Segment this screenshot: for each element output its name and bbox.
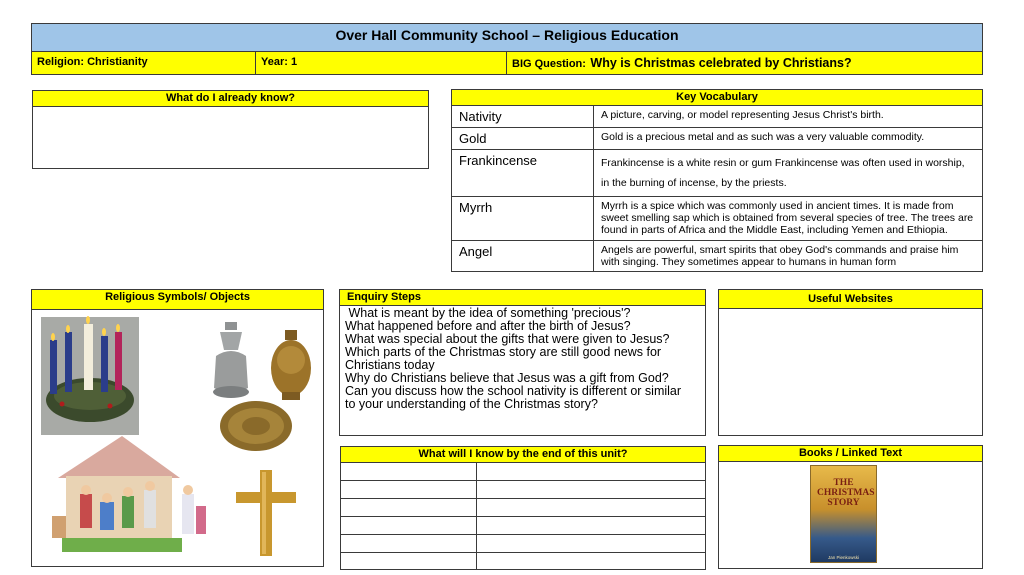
book-cover-author: Jan Pienkowski	[827, 555, 859, 560]
myrrh-image	[271, 330, 311, 400]
book-cover-image	[810, 465, 877, 563]
big-question-text: Why is Christmas celebrated by Christians?	[590, 56, 852, 70]
enquiry-step: What happened before and after the birth of Jesus?	[345, 319, 631, 333]
table-row	[341, 535, 706, 553]
books-title: Books / Linked Text	[798, 447, 903, 459]
enquiry-step: What is meant by the idea of something 'precious'?	[345, 306, 631, 320]
vocab-term: Frankincense	[452, 150, 594, 197]
table-cell[interactable]	[477, 517, 706, 535]
year-cell	[255, 51, 507, 75]
already-know-title: What do I already know?	[166, 92, 295, 104]
vocab-definition: Angels are powerful, smart spirits that obey God's commands and praise him with singing. They sometimes appear to humans in human form	[594, 241, 983, 272]
table-row	[341, 481, 706, 499]
big-question-cell	[506, 51, 983, 75]
table-row	[341, 553, 706, 570]
know-end-table	[340, 462, 706, 570]
symbols-header	[31, 289, 324, 310]
religion-cell	[31, 51, 256, 75]
nativity-set-image	[52, 436, 206, 552]
cross-image	[236, 470, 296, 556]
vocabulary-table	[451, 105, 983, 272]
table-cell[interactable]	[341, 553, 477, 570]
table-cell[interactable]	[341, 463, 477, 481]
book-cover-title: THE CHRISTMAS STORY	[817, 478, 875, 508]
table-cell[interactable]	[341, 481, 477, 499]
vocab-term: Nativity	[452, 106, 594, 128]
table-cell[interactable]	[477, 535, 706, 553]
religion-label: Religion: Christianity	[37, 56, 148, 68]
table-row	[341, 463, 706, 481]
enquiry-title: Enquiry Steps	[347, 291, 421, 303]
gold-coin-image	[220, 401, 292, 451]
year-label: Year: 1	[261, 56, 298, 68]
enquiry-panel	[339, 289, 706, 436]
table-cell[interactable]	[341, 499, 477, 517]
websites-title: Useful Websites	[808, 293, 893, 305]
vocab-definition: A picture, carving, or model representing Jesus Christ's birth.	[594, 106, 983, 128]
vocabulary-title: Key Vocabulary	[676, 91, 758, 103]
know-end-title: What will I know by the end of this unit?	[418, 448, 628, 460]
vocabulary-header	[451, 89, 983, 106]
enquiry-step: Which parts of the Christmas story are still good news for Christians today	[345, 345, 662, 372]
vocab-definition: Frankincense is a white resin or gum Frankincense was often used in worship,	[601, 157, 965, 169]
advent-wreath-image	[41, 316, 139, 435]
symbols-panel	[31, 309, 324, 567]
books-header	[718, 445, 983, 462]
vocab-row	[452, 128, 983, 150]
vocab-definition: Myrrh is a spice which was commonly used in ancient times. It is made from sweet smelling sap which is obtained from several species of tree. The trees are found in parts of Africa and the Middle East, including Yemen and Ethiopia.	[594, 197, 983, 241]
enquiry-header	[340, 290, 705, 306]
table-row	[341, 517, 706, 535]
table-cell[interactable]	[341, 535, 477, 553]
vocab-definition: Gold is a precious metal and as such was a very valuable commodity.	[594, 128, 983, 150]
table-cell[interactable]	[477, 481, 706, 499]
vocab-term: Angel	[452, 241, 594, 272]
symbols-title: Religious Symbols/ Objects	[105, 291, 250, 303]
vocab-definition-continued: in the burning of incense, by the priests.	[601, 177, 787, 189]
already-know-area[interactable]	[32, 106, 429, 169]
know-end-header	[340, 446, 706, 463]
already-know-header	[32, 90, 429, 107]
vocab-definition-cell	[594, 150, 983, 197]
websites-area[interactable]	[718, 308, 983, 436]
vocab-row	[452, 197, 983, 241]
big-question-label: BIG Question:	[512, 58, 586, 70]
table-cell[interactable]	[477, 463, 706, 481]
table-cell[interactable]	[477, 499, 706, 517]
vocab-row	[452, 150, 983, 197]
table-cell[interactable]	[477, 553, 706, 570]
vocab-term: Myrrh	[452, 197, 594, 241]
books-area	[718, 461, 983, 569]
symbols-illustrations	[32, 310, 323, 566]
vocab-row	[452, 241, 983, 272]
vocab-row	[452, 106, 983, 128]
school-title-bar	[31, 23, 983, 52]
enquiry-step: What was special about the gifts that were given to Jesus?	[345, 332, 670, 346]
vocab-term: Gold	[452, 128, 594, 150]
enquiry-steps	[340, 306, 705, 411]
table-row	[341, 499, 706, 517]
school-title: Over Hall Community School – Religious Education	[335, 27, 679, 43]
enquiry-step: Why do Christians believe that Jesus was a gift from God?	[345, 371, 669, 385]
table-cell[interactable]	[341, 517, 477, 535]
websites-header	[718, 289, 983, 309]
enquiry-step: Can you discuss how the school nativity is different or similar to your understanding of the Christmas story?	[345, 384, 682, 411]
frankincense-image	[213, 322, 249, 398]
